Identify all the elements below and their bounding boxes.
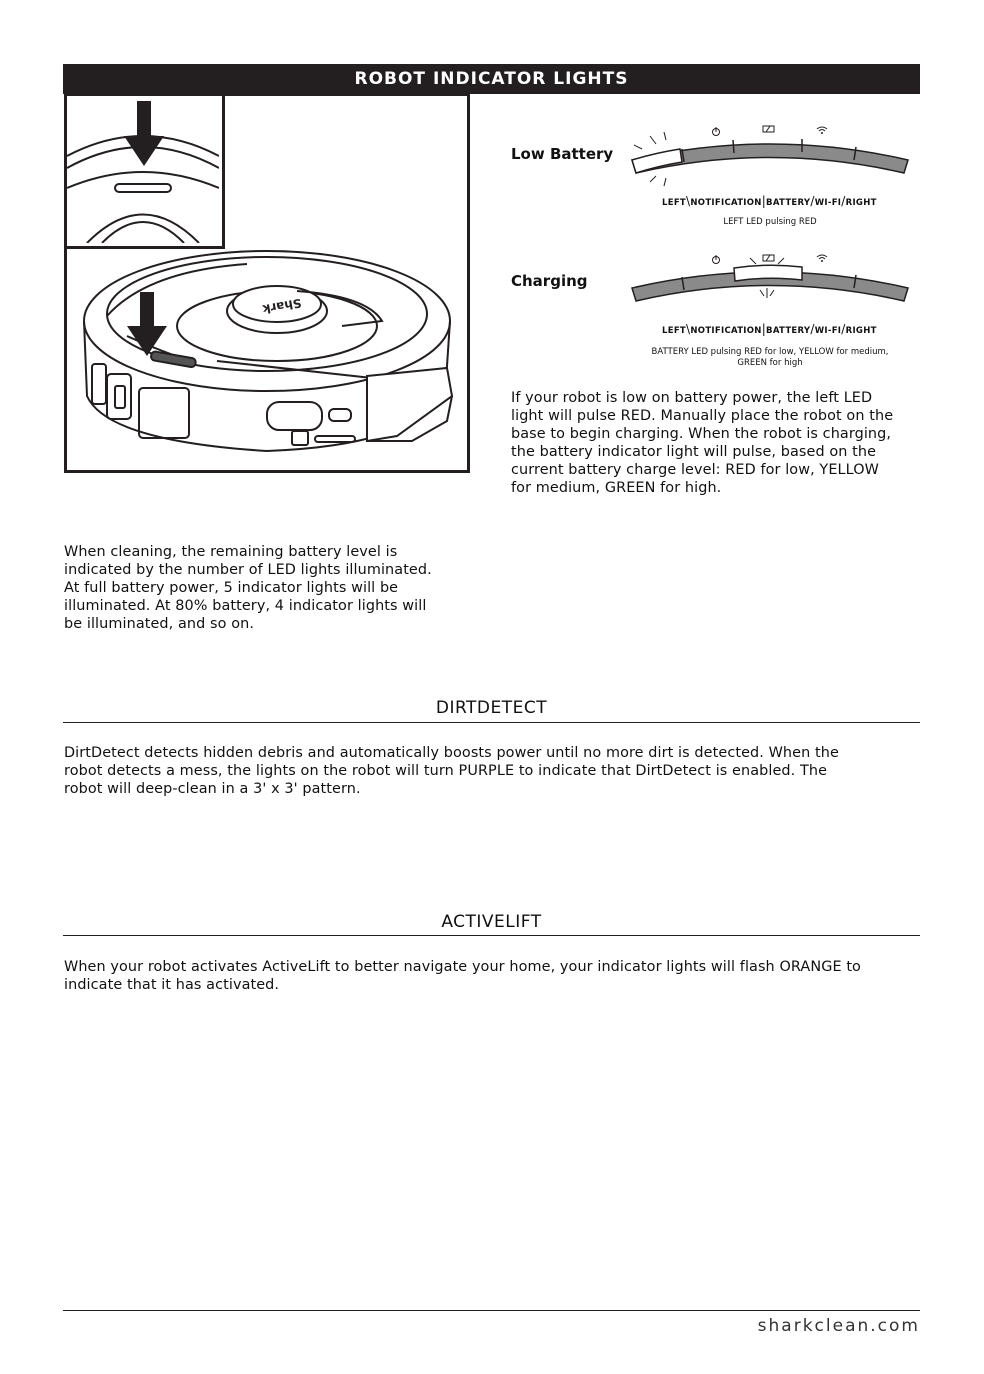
- footer-url: sharkclean.com: [757, 1316, 920, 1336]
- battery-charging-paragraph: If your robot is low on battery power, the left LED light will pulse RED. Manually place the robot on the base to begin charging. When the robot is charging, the battery indicator light will pulse, based on the current battery charge level: RED for low, YELLOW for medium, GREEN for high.: [511, 390, 894, 496]
- activelift-paragraph: When your robot activates ActiveLift to better navigate your home, your indicator lights will flash ORANGE to indicate that it has activated.: [64, 959, 861, 993]
- activelift-heading: ACTIVELIFT: [441, 912, 542, 932]
- led-labels-low-battery: LEFT\NOTIFICATION|BATTERY/WI-FI/RIGHT: [662, 194, 877, 208]
- caption-charging: BATTERY LED pulsing RED for low, YELLOW for medium, GREEN for high: [651, 347, 889, 368]
- robot-illustration: [64, 93, 470, 473]
- footer-divider: [63, 1310, 920, 1311]
- activelift-divider: [63, 935, 920, 936]
- shark-logo: Shark: [261, 295, 303, 317]
- led-strip-charging: [620, 246, 920, 326]
- wifi-icon: [817, 127, 827, 134]
- battery-icon: [763, 126, 774, 132]
- indicator-label-charging: Charging: [511, 272, 588, 290]
- power-icon: [713, 255, 720, 264]
- dirtdetect-divider: [63, 722, 920, 723]
- section-header-robot-indicator-lights: ROBOT INDICATOR LIGHTS: [63, 64, 920, 94]
- caption-low-battery: LEFT LED pulsing RED: [723, 217, 817, 227]
- dirtdetect-paragraph: DirtDetect detects hidden debris and automatically boosts power until no more dirt is detected. When the robot detects a mess, the lights on the robot will turn PURPLE to indicate that DirtDetect is enabled. The robot will deep-clean in a 3' x 3' pattern.: [64, 745, 839, 797]
- battery-icon: [763, 255, 774, 261]
- led-strip-low-battery: [620, 118, 920, 198]
- indicator-label-low-battery: Low Battery: [511, 145, 614, 163]
- inset-drawing: [67, 96, 219, 243]
- led-labels-charging: LEFT\NOTIFICATION|BATTERY/WI-FI/RIGHT: [662, 322, 877, 336]
- inset-closeup: [67, 96, 225, 249]
- wifi-icon: [817, 255, 827, 262]
- dirtdetect-heading: DIRTDETECT: [435, 698, 548, 718]
- power-icon: [713, 127, 720, 136]
- battery-level-paragraph: When cleaning, the remaining battery level is indicated by the number of LED lights illuminated. At full battery power, 5 indicator lights will be illuminated. At 80% battery, 4 indicator lights will be illuminated, and so on.: [64, 544, 432, 632]
